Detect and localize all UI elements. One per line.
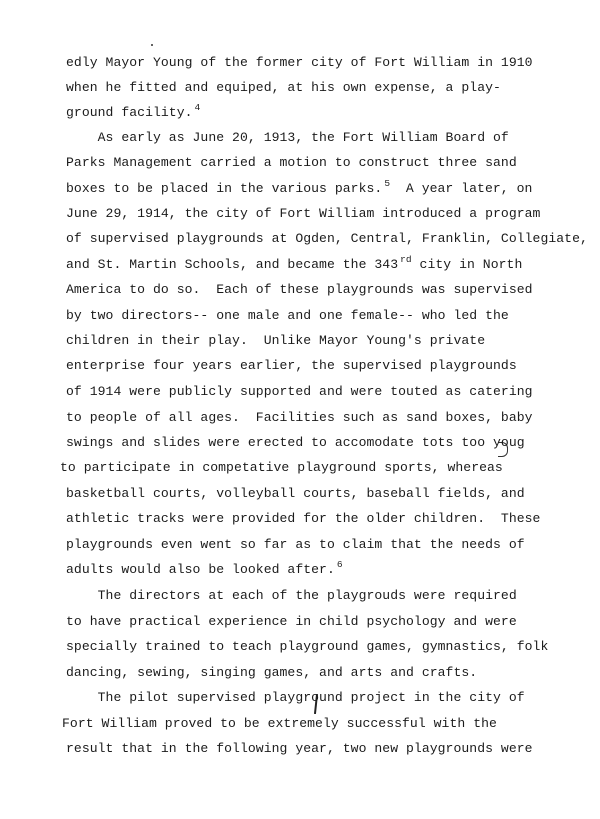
text-line-content: children in their play. Unlike Mayor Young's private [66, 333, 486, 348]
text-line [66, 639, 548, 655]
footnote-superscript: 6 [336, 559, 343, 570]
text-line-content: result that in the following year, two new playgrounds were [66, 741, 533, 756]
text-line [66, 486, 525, 502]
text-line [60, 460, 503, 476]
text-line-content: specially trained to teach playground games, gymnastics, folk [66, 639, 549, 654]
text-line [66, 665, 477, 681]
text-line [66, 690, 525, 706]
stray-ink-dot [151, 44, 153, 46]
text-line-content: As early as June 20, 1913, the Fort William Board of [66, 130, 509, 145]
text-line-content: to participate in competative playground sports, whereas [60, 460, 503, 475]
text-line [66, 358, 517, 374]
text-line-continuation: A year later, on [390, 181, 533, 196]
text-line [66, 384, 533, 400]
text-line-content: edly Mayor Young of the former city of Fort William in 1910 [66, 55, 533, 70]
text-line-content: dancing, sewing, singing games, and arts and crafts. [66, 665, 478, 680]
text-line-content: adults would also be looked after. [66, 562, 335, 577]
text-line [66, 80, 501, 96]
text-line-content: June 29, 1914, the city of Fort William introduced a program [66, 206, 541, 221]
text-line [66, 410, 533, 426]
text-line-content: boxes to be placed in the various parks. [66, 181, 383, 196]
text-line-content: of 1914 were publicly supported and were touted as catering [66, 384, 533, 399]
text-line [66, 537, 525, 553]
text-line [66, 614, 517, 630]
text-line [62, 716, 497, 732]
text-line-content: to people of all ages. Facilities such as sand boxes, baby [66, 410, 533, 425]
text-line [66, 333, 485, 349]
text-line-content: when he fitted and equiped, at his own expense, a play- [66, 80, 501, 95]
text-line-content: Fort William proved to be extremely successful with the [62, 716, 497, 731]
text-line [66, 254, 523, 273]
text-line [66, 55, 533, 71]
text-line-content: playgrounds even went so far as to claim that the needs of [66, 537, 525, 552]
text-line-content: swings and slides were erected to accomodate tots too youg [66, 435, 525, 450]
text-line [66, 102, 201, 121]
text-line-content: and St. Martin Schools, and became the 343 [66, 257, 399, 272]
text-line [66, 282, 533, 298]
text-line [66, 741, 533, 757]
footnote-superscript: rd [400, 254, 412, 265]
text-line-content: America to do so. Each of these playgrounds was supervised [66, 282, 533, 297]
footnote-superscript: 4 [194, 102, 201, 113]
text-line-content: athletic tracks were provided for the older children. These [66, 511, 541, 526]
text-line-content: of supervised playgrounds at Ogden, Central, Franklin, Collegiate, [66, 231, 588, 246]
text-line [66, 559, 343, 578]
text-line-content: by two directors-- one male and one female-- who led the [66, 308, 509, 323]
text-line-content: basketball courts, volleyball courts, baseball fields, and [66, 486, 525, 501]
text-line-continuation: city in North [411, 257, 523, 272]
text-line [66, 511, 540, 527]
text-line [66, 178, 533, 197]
text-line [66, 435, 525, 451]
text-line [66, 588, 517, 604]
text-line [66, 155, 517, 171]
text-line [66, 206, 540, 222]
text-line [66, 308, 509, 324]
text-line-content: to have practical experience in child psychology and were [66, 614, 517, 629]
text-line-content: ground facility. [66, 105, 193, 120]
footnote-superscript: 5 [384, 178, 391, 189]
text-line [66, 130, 509, 146]
text-line [66, 231, 588, 247]
text-line-content: enterprise four years earlier, the supervised playgrounds [66, 358, 517, 373]
text-line-content: The pilot supervised playground project in the city of [66, 690, 525, 705]
text-line-content: Parks Management carried a motion to construct three sand [66, 155, 517, 170]
text-line-content: The directors at each of the playgrouds were required [66, 588, 517, 603]
